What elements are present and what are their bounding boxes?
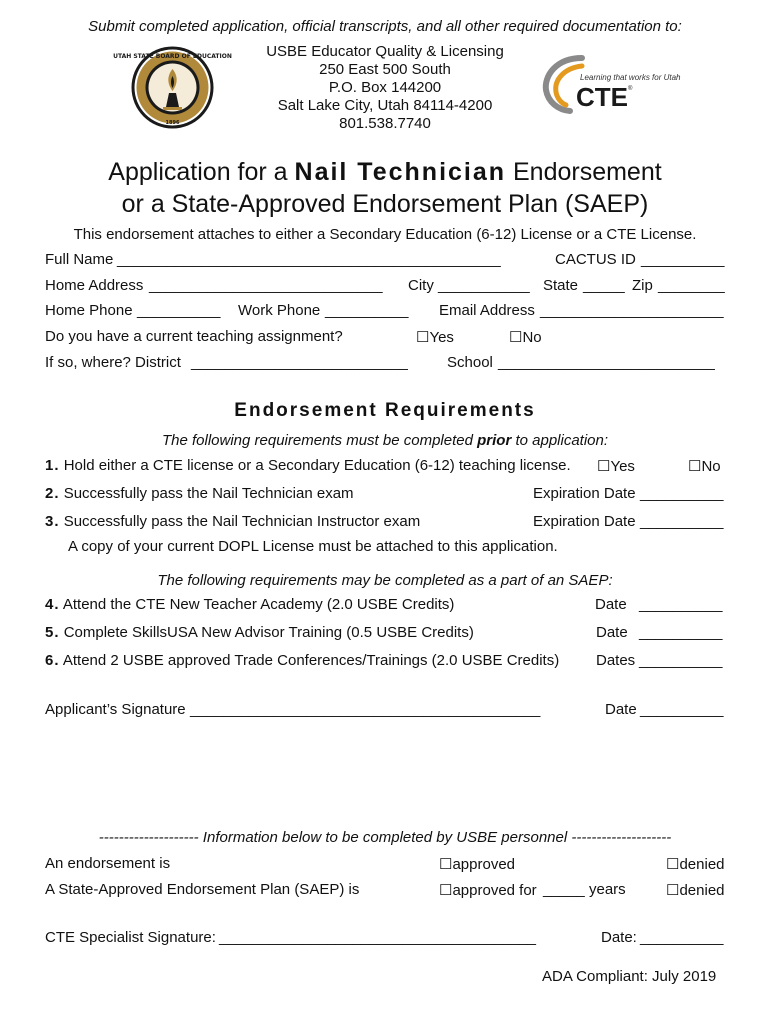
applicant-signature-field[interactable]: __________________________________________ xyxy=(190,701,541,718)
cte-wordmark: CTE xyxy=(576,82,628,112)
endorsement-is-label: An endorsement is xyxy=(45,855,171,872)
cte-tagline: Learning that works for Utah xyxy=(580,73,681,82)
address-line: USBE Educator Quality & Licensing xyxy=(266,43,504,60)
cactus-id-field[interactable]: __________ xyxy=(641,251,725,268)
mailing-address xyxy=(250,43,520,133)
dopl-note: A copy of your current DOPL License must be attached to this application. xyxy=(68,538,558,555)
requirements-heading: Endorsement Requirements xyxy=(234,400,536,421)
teaching-yes-option[interactable]: ☐Yes xyxy=(416,329,454,346)
req3-expiration-label: Expiration Date xyxy=(533,513,636,530)
full-name-field[interactable]: ______________________________________________ xyxy=(117,251,501,268)
requirement-item-4: 4. Attend the CTE New Teacher Academy (2.0 USBE Credits) xyxy=(45,596,455,613)
saep-denied-option[interactable]: ☐denied xyxy=(666,882,725,899)
signature-date-label: Date xyxy=(605,701,637,718)
requirement-item-1: 1. Hold either a CTE license or a Secondary Education (6-12) teaching license. xyxy=(45,457,571,474)
endorsement-denied-option[interactable]: ☐denied xyxy=(666,856,725,873)
city-label: City xyxy=(408,277,434,294)
applicant-signature-label: Applicant’s Signature xyxy=(45,701,186,718)
usbe-divider: -------------------- Information below to be completed by USBE personnel -------------------- xyxy=(98,829,672,846)
zip-field[interactable]: ________ xyxy=(658,277,725,294)
req2-expiration-field[interactable]: __________ xyxy=(640,485,724,502)
checkbox-icon: ☐ xyxy=(439,882,453,899)
signature-date-field[interactable]: __________ xyxy=(640,701,724,718)
city-field[interactable]: ___________ xyxy=(438,277,530,294)
req6-dates-label: Dates xyxy=(596,652,636,669)
home-address-label: Home Address xyxy=(45,277,144,294)
requirement-item-5: 5. Complete SkillsUSA New Advisor Training (0.5 USBE Credits) xyxy=(45,624,474,641)
submit-note: Submit completed application, official transcripts, and all other required documentation to: xyxy=(88,18,682,35)
state-label: State xyxy=(543,277,579,294)
specialist-signature-field[interactable]: ______________________________________ xyxy=(219,929,537,946)
req5-date-label: Date xyxy=(596,624,628,641)
seal-ring-text: UTAH STATE BOARD OF EDUCATION xyxy=(113,53,232,60)
saep-is-label: A State-Approved Endorsement Plan (SAEP) is xyxy=(45,881,360,898)
requirement-item-2: 2. Successfully pass the Nail Technician exam xyxy=(45,485,354,502)
form-subtitle: This endorsement attaches to either a Secondary Education (6-12) License or a CTE License. xyxy=(73,226,697,243)
req2-expiration-label: Expiration Date xyxy=(533,485,636,502)
teaching-no-option[interactable]: ☐No xyxy=(509,329,542,346)
title-endorsement-name: Nail Technician xyxy=(294,158,507,186)
req5-date-field[interactable]: __________ xyxy=(639,624,723,641)
home-phone-label: Home Phone xyxy=(45,302,133,319)
checkbox-icon: ☐ xyxy=(439,856,453,873)
checkbox-icon: ☐ xyxy=(416,329,430,346)
board-seal-logo xyxy=(113,45,232,130)
address-line: 250 East 500 South xyxy=(319,61,451,78)
requirement-item-3: 3. Successfully pass the Nail Technician Instructor exam xyxy=(45,513,421,530)
req1-no-option[interactable]: ☐No xyxy=(688,458,721,475)
req6-dates-field[interactable]: __________ xyxy=(639,652,723,669)
req3-expiration-field[interactable]: __________ xyxy=(640,513,724,530)
req4-date-label: Date xyxy=(595,596,627,613)
prior-note: The following requirements must be completed prior to application: xyxy=(161,432,609,449)
zip-label: Zip xyxy=(632,277,653,294)
teaching-assignment-question: Do you have a current teaching assignment? xyxy=(45,328,343,345)
work-phone-field[interactable]: __________ xyxy=(325,302,409,319)
checkbox-icon: ☐ xyxy=(509,329,523,346)
checkbox-icon: ☐ xyxy=(688,458,702,475)
specialist-date-field[interactable]: __________ xyxy=(640,929,724,946)
seal-year: 1896 xyxy=(165,120,180,126)
req4-date-field[interactable]: __________ xyxy=(639,596,723,613)
cte-registered-mark: ® xyxy=(628,86,633,92)
address-line: P.O. Box 144200 xyxy=(328,79,442,96)
district-field[interactable]: __________________________ xyxy=(191,354,408,371)
state-field[interactable]: _____ xyxy=(583,277,625,294)
school-field[interactable]: __________________________ xyxy=(498,354,715,371)
req1-yes-option[interactable]: ☐Yes xyxy=(597,458,635,475)
address-line: 801.538.7740 xyxy=(339,115,431,132)
specialist-signature-label: CTE Specialist Signature: xyxy=(45,929,216,946)
email-field[interactable]: ______________________ xyxy=(540,302,724,319)
form-title: Application for a Nail Technician Endorsement or a State-Approved Endorsement Plan (SAEP) xyxy=(0,156,770,220)
cactus-id-label: CACTUS ID xyxy=(555,251,636,268)
home-address-field[interactable]: ____________________________ xyxy=(149,277,383,294)
district-label: If so, where? District xyxy=(45,354,181,371)
home-phone-field[interactable]: __________ xyxy=(137,302,221,319)
school-label: School xyxy=(447,354,493,371)
saep-approved-for-option[interactable]: ☐approved for xyxy=(439,882,537,899)
work-phone-label: Work Phone xyxy=(238,302,321,319)
full-name-label: Full Name xyxy=(45,251,114,268)
address-line: Salt Lake City, Utah 84114-4200 xyxy=(277,97,493,114)
checkbox-icon: ☐ xyxy=(666,856,680,873)
saep-years-field[interactable]: _____ xyxy=(543,881,585,898)
ada-compliance-note: ADA Compliant: July 2019 xyxy=(542,968,717,985)
endorsement-approved-option[interactable]: ☐approved xyxy=(439,856,516,873)
title-line-2: or a State-Approved Endorsement Plan (SAEP) xyxy=(121,190,649,218)
requirement-item-6: 6. Attend 2 USBE approved Trade Conferences/Trainings (2.0 USBE Credits) xyxy=(45,652,560,669)
checkbox-icon: ☐ xyxy=(666,882,680,899)
saep-note: The following requirements may be completed as a part of an SAEP: xyxy=(157,572,613,589)
checkbox-icon: ☐ xyxy=(597,458,611,475)
cte-logo xyxy=(540,52,681,114)
specialist-date-label: Date: xyxy=(601,929,637,946)
years-label: years xyxy=(589,881,626,898)
email-label: Email Address xyxy=(439,302,535,319)
